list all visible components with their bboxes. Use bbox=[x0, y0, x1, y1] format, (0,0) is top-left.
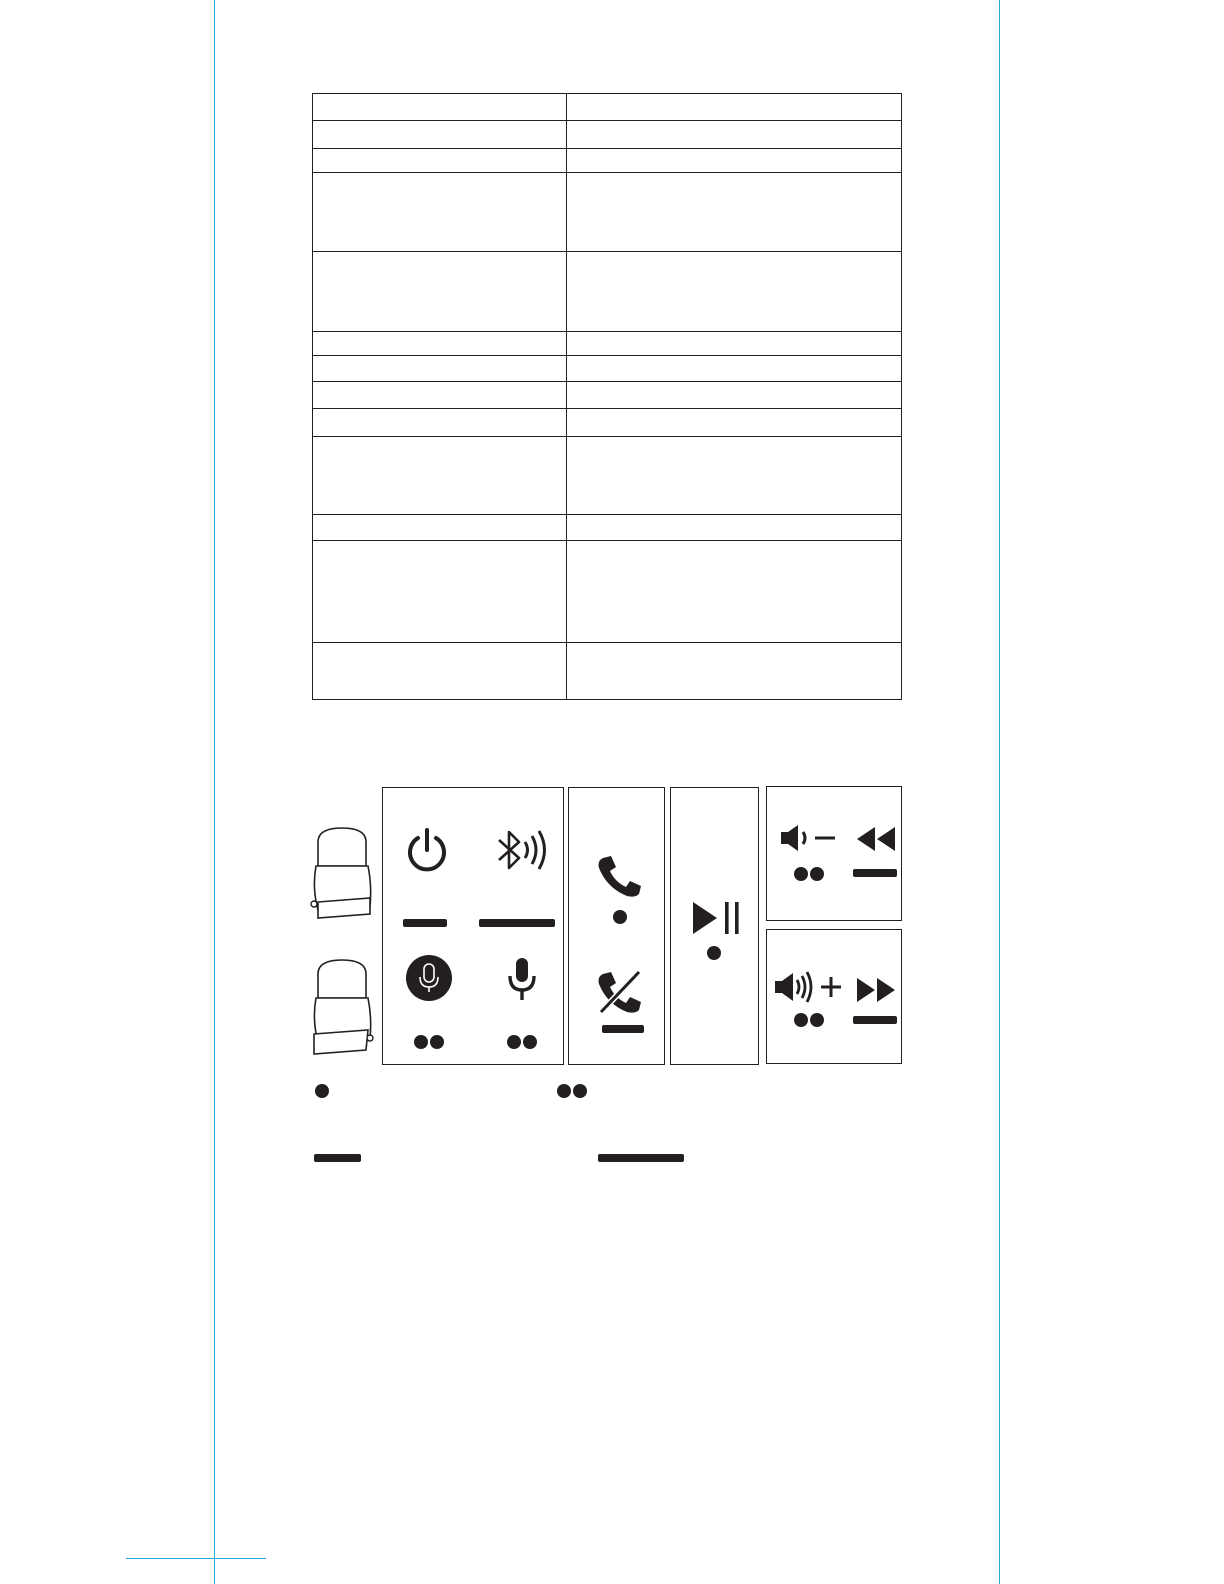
play-pause-icon bbox=[691, 900, 743, 936]
table-row bbox=[313, 541, 902, 643]
spec-value bbox=[567, 94, 902, 121]
bluetooth-pairing-icon bbox=[493, 828, 549, 872]
spec-label bbox=[313, 356, 567, 382]
short-hold-bar bbox=[403, 919, 447, 927]
legend-short-hold-bar bbox=[314, 1154, 361, 1162]
spec-value bbox=[567, 382, 902, 409]
volume-up-panel bbox=[766, 929, 902, 1064]
table-row bbox=[313, 382, 902, 409]
spec-value bbox=[567, 121, 902, 149]
spec-value bbox=[567, 252, 902, 332]
spec-label bbox=[313, 121, 567, 149]
table-row bbox=[313, 121, 902, 149]
spec-label bbox=[313, 437, 567, 515]
phone-reject-icon bbox=[595, 968, 645, 1016]
trim-guide-bottom bbox=[126, 1558, 266, 1559]
table-row bbox=[313, 252, 902, 332]
volume-down-panel bbox=[766, 786, 902, 921]
spec-value bbox=[567, 332, 902, 356]
spec-label bbox=[313, 409, 567, 437]
play-pause-panel bbox=[670, 787, 759, 1065]
legend-single-press-dot bbox=[315, 1084, 329, 1098]
spec-value bbox=[567, 409, 902, 437]
trim-guide-left bbox=[214, 0, 215, 1584]
table-row bbox=[313, 643, 902, 700]
table-row bbox=[313, 149, 902, 173]
earbud-icon bbox=[306, 826, 378, 924]
double-press-dot bbox=[794, 1013, 808, 1027]
short-hold-bar bbox=[602, 1025, 644, 1033]
rewind-icon bbox=[855, 825, 897, 853]
single-press-dot bbox=[613, 910, 627, 924]
spec-label bbox=[313, 332, 567, 356]
volume-up-icon bbox=[773, 970, 847, 1004]
spec-value bbox=[567, 515, 902, 541]
legend-double-press-dot bbox=[573, 1084, 587, 1098]
spec-label bbox=[313, 149, 567, 173]
short-hold-bar bbox=[853, 869, 897, 877]
power-icon bbox=[405, 828, 449, 876]
table-row bbox=[313, 437, 902, 515]
volume-down-icon bbox=[779, 823, 839, 853]
long-hold-bar bbox=[479, 919, 555, 927]
table-row bbox=[313, 356, 902, 382]
double-press-dot bbox=[794, 867, 808, 881]
trim-guide-right bbox=[999, 0, 1000, 1584]
spec-value bbox=[567, 356, 902, 382]
table-row bbox=[313, 332, 902, 356]
spec-label bbox=[313, 173, 567, 252]
double-press-dot bbox=[430, 1035, 444, 1049]
spec-value bbox=[567, 149, 902, 173]
spec-value bbox=[567, 541, 902, 643]
double-press-dot bbox=[523, 1035, 537, 1049]
fast-forward-icon bbox=[855, 976, 897, 1004]
spec-table bbox=[312, 93, 902, 700]
legend-long-hold-bar bbox=[598, 1154, 684, 1162]
earbud-icon bbox=[306, 958, 378, 1056]
spec-label bbox=[313, 541, 567, 643]
short-hold-bar bbox=[853, 1016, 897, 1024]
single-press-dot bbox=[707, 946, 721, 960]
legend-double-press-dot bbox=[557, 1084, 571, 1098]
spec-label bbox=[313, 252, 567, 332]
table-row bbox=[313, 94, 902, 121]
table-row bbox=[313, 515, 902, 541]
call-panel bbox=[568, 787, 665, 1065]
table-row bbox=[313, 409, 902, 437]
spec-value bbox=[567, 437, 902, 515]
spec-label bbox=[313, 94, 567, 121]
spec-label bbox=[313, 643, 567, 700]
spec-label bbox=[313, 382, 567, 409]
double-press-dot bbox=[810, 867, 824, 881]
spec-label bbox=[313, 515, 567, 541]
double-press-dot bbox=[414, 1035, 428, 1049]
table-row bbox=[313, 173, 902, 252]
power-bluetooth-panel bbox=[382, 787, 564, 1065]
double-press-dot bbox=[810, 1013, 824, 1027]
voice-assistant-icon bbox=[405, 954, 453, 1002]
double-press-dot bbox=[507, 1035, 521, 1049]
spec-value bbox=[567, 643, 902, 700]
phone-answer-icon bbox=[595, 852, 645, 900]
spec-value bbox=[567, 173, 902, 252]
microphone-icon bbox=[505, 956, 539, 1002]
